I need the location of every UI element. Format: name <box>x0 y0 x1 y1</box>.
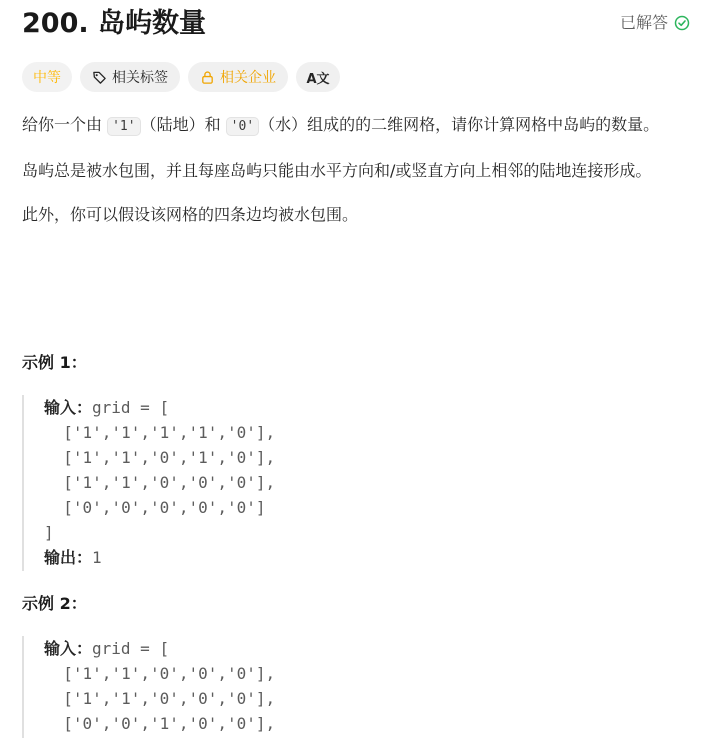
description-text: （水）组成的的二维网格，请你计算网格中岛屿的数量。 <box>259 115 660 134</box>
grid-row: ['1','1','1','1','0'], <box>44 423 276 442</box>
problem-title[interactable]: 200. 岛屿数量 <box>22 8 207 39</box>
grid-row: ['0','0','0','0','0'] <box>44 498 266 517</box>
grid-row: ['1','1','0','0','0'], <box>44 689 276 708</box>
output-label: 输出： <box>44 548 93 567</box>
difficulty-badge <box>22 62 72 92</box>
lock-icon <box>200 70 215 85</box>
output-value: 1 <box>92 548 102 567</box>
input-head: grid = [ <box>92 639 170 658</box>
companies-label: 相关企业 <box>220 70 276 86</box>
grid-row: ['1','1','0','0','0'], <box>44 664 276 683</box>
problem-description <box>22 111 686 245</box>
companies-button[interactable] <box>188 62 288 92</box>
difficulty-label: 中等 <box>33 70 61 86</box>
input-head: grid = [ <box>92 398 170 417</box>
example-1-block <box>22 395 682 571</box>
solved-status <box>620 12 690 34</box>
input-tail: ] <box>44 523 54 542</box>
tag-bar <box>22 62 340 92</box>
description-text: 给你一个由 <box>22 115 108 134</box>
grid-row: ['1','1','0','1','0'], <box>44 448 276 467</box>
check-circle-icon <box>674 15 690 31</box>
related-topics-label: 相关标签 <box>112 70 168 86</box>
inline-code-land: '1' <box>107 117 140 136</box>
input-label: 输入： <box>44 398 93 417</box>
description-paragraph-3: 此外，你可以假设该网格的四条边均被水包围。 <box>22 205 359 224</box>
example-2-block <box>22 636 682 738</box>
tag-icon <box>92 70 107 85</box>
example-2-title: 示例 2： <box>22 594 87 613</box>
solved-label: 已解答 <box>619 13 668 32</box>
grid-row: ['1','1','0','0','0'], <box>44 473 276 492</box>
grid-row: ['0','0','1','0','0'], <box>44 714 276 733</box>
translate-button[interactable] <box>296 62 340 92</box>
example-1-title: 示例 1： <box>22 353 87 372</box>
translate-icon: A文 <box>306 71 330 87</box>
inline-code-water: '0' <box>226 117 259 136</box>
description-text: （陆地）和 <box>140 115 226 134</box>
description-paragraph-2: 岛屿总是被水包围，并且每座岛屿只能由水平方向和/或竖直方向上相邻的陆地连接形成。 <box>22 161 652 180</box>
input-label: 输入： <box>44 639 93 658</box>
related-topics-button[interactable] <box>80 62 180 92</box>
description-paragraph-1 <box>22 111 686 141</box>
